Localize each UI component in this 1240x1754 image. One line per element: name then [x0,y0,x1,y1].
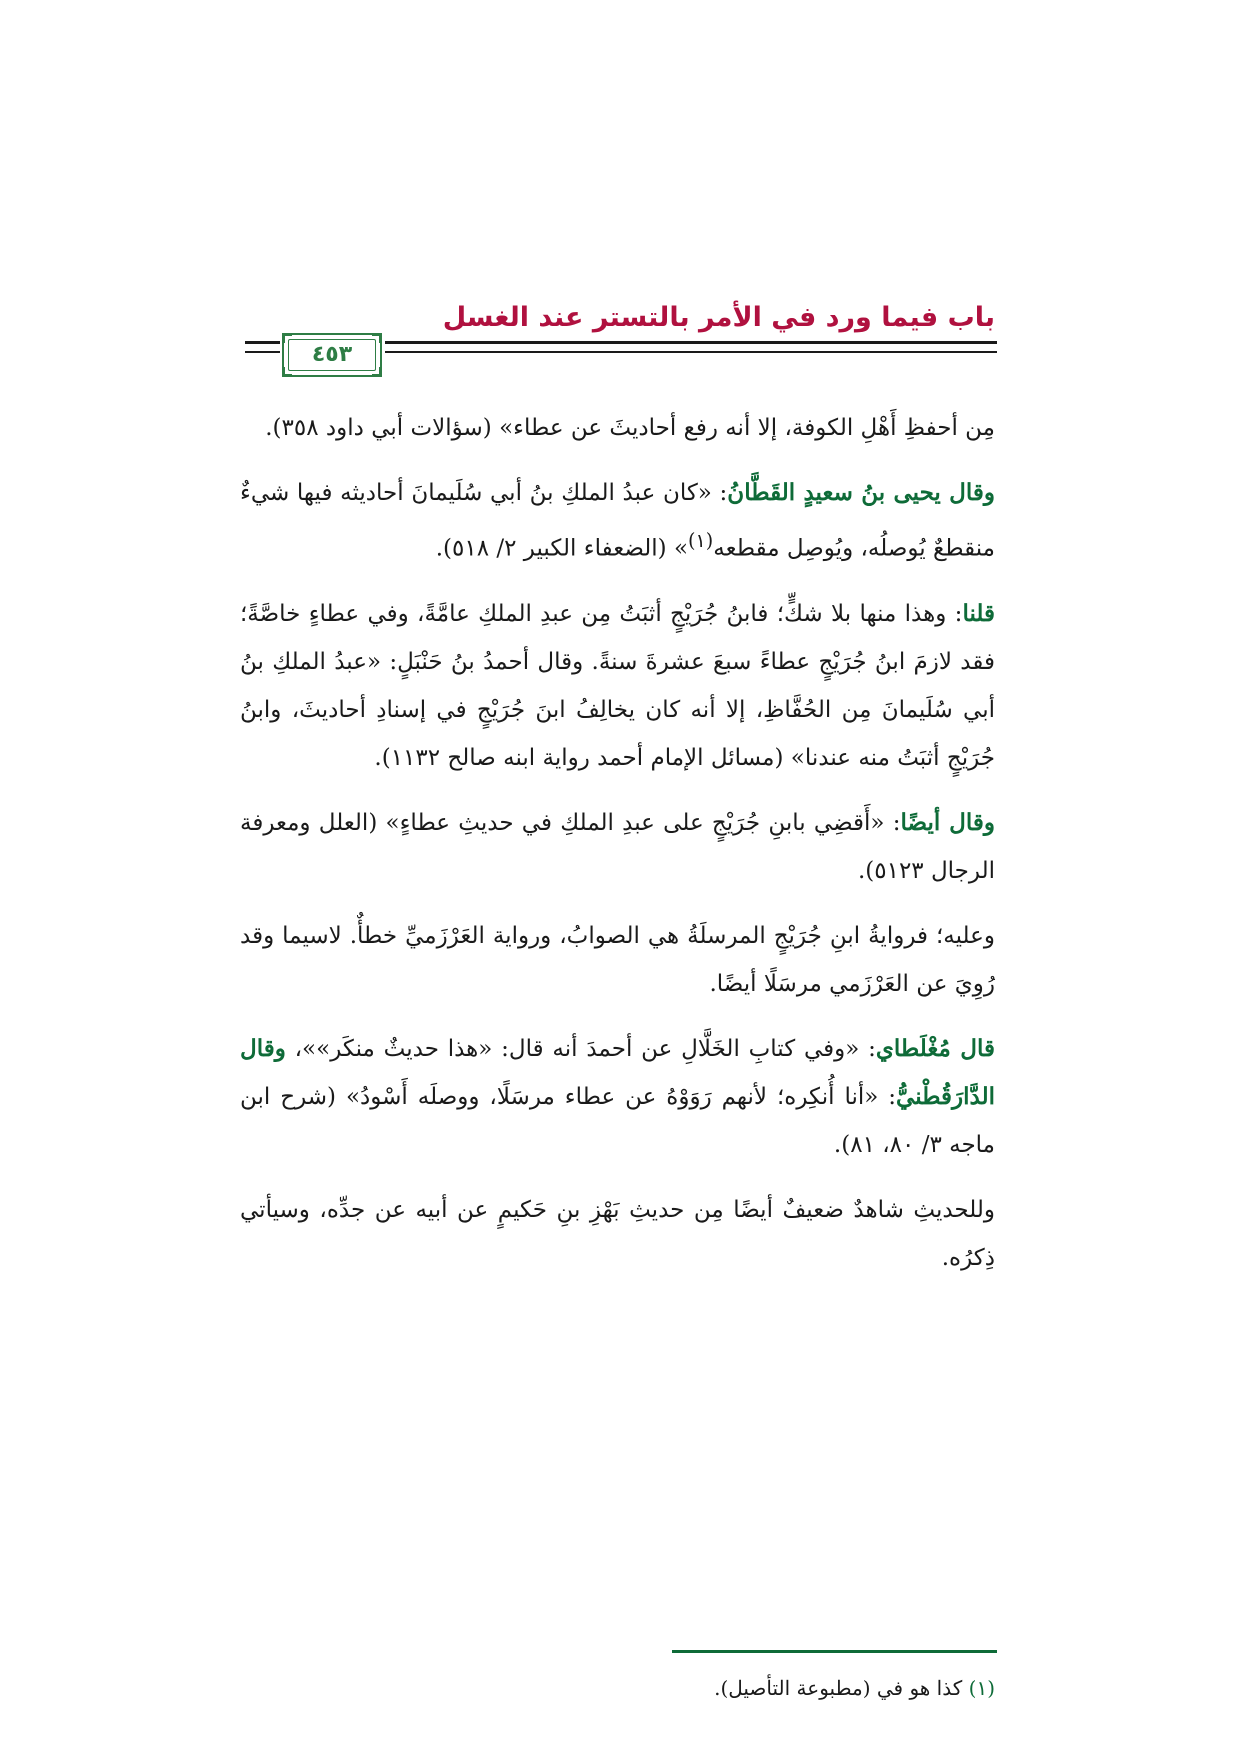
page-number: ٤٥٣ [311,342,353,367]
footnote-text: كذا هو في (مطبوعة التأصيل). [714,1676,969,1700]
header-rule-right-top [385,341,997,344]
paragraph-4 [240,799,995,895]
footnote-reference[interactable]: (١) [688,529,714,552]
paragraph-text: وعليه؛ فروايةُ ابنِ جُرَيْجٍ المرسلَةُ هي الصوابُ، ورواية العَرْزَميِّ خطأٌ. لاسيما وقد رُوِيَ عن العَرْزَمي مرسَلًا أيضًا. [240,922,995,997]
paragraph-text: » (الضعفاء الكبير ٢/ ٥١٨). [435,535,689,562]
page-number-frame [282,333,382,377]
footnote [240,1671,995,1705]
header-rule-left-bottom [245,351,280,353]
speaker-name: قلنا [962,599,995,627]
paragraph-text: : «أَقضِي بابنِ جُرَيْجٍ على عبدِ الملكِ في حديثِ عطاءٍ» (العلل ومعرفة الرجال ٥١٢٣). [240,809,995,884]
paragraph-text: : «أنا أُنكِره؛ لأنهم رَوَوْهُ عن عطاء مرسَلًا، ووصلَه أَسْودُ» (شرح ابن ماجه ٣/ ٨٠، ٨١). [240,1083,995,1158]
paragraph-text: وللحديثِ شاهدٌ ضعيفٌ أيضًا مِن حديثِ بَهْزِ بنِ حَكيمٍ عن أبيه عن جدِّه، وسيأتي ذِكرُه. [240,1196,995,1271]
paragraph-5 [240,912,995,1008]
paragraph-text: مِن أحفظِ أَهْلِ الكوفة، إلا أنه رفع أحاديثَ عن عطاء» (سؤالات أبي داود ٣٥٨). [265,415,995,441]
footnote-number: (١) [968,1676,995,1700]
chapter-title: باب فيما ورد في الأمر بالتستر عند الغسل [442,302,995,333]
paragraph-1 [240,404,995,452]
footnote-separator [672,1650,997,1653]
paragraph-text: : «وفي كتابِ الخَلَّالِ عن أحمدَ أنه قال: «هذا حديثٌ منكَر»»، [285,1035,876,1062]
paragraph-7 [240,1186,995,1282]
main-text [240,404,995,1299]
paragraph-text: : «كان عبدُ الملكِ بنُ أبي سُلَيمانَ أحاديثه فيها شيءٌ منقطعٌ يُوصلُه، ويُوصِل مقطعه [240,480,995,562]
paragraph-2 [240,469,995,573]
paragraph-6 [240,1025,995,1169]
speaker-name: وقال يحيى بنُ سعيدٍ القَطَّانُ [727,479,996,506]
header-rule-left-top [245,341,280,344]
paragraph-text: : وهذا منها بلا شكٍّ؛ فابنُ جُرَيْجٍ أثبَتُ مِن عبدِ الملكِ عامَّةً، وفي عطاءٍ خاصَّةً؛ فقد لازمَ ابنُ جُرَيْجٍ عطاءً سبعَ عشرةَ سنةً. وقال أحمدُ بنُ حَنْبَلٍ: «عبدُ الملكِ بنُ أبي سُلَيمانَ مِن الحُفَّاظِ، إلا أنه كان يخالِفُ ابنَ جُرَيْجٍ في إسنادِ أحاديثَ، وابنُ جُرَيْجٍ أثبَتُ منه عندنا» (مسائل الإمام أحمد رواية ابنه صالح ١١٣٢). [240,600,995,771]
speaker-name: وقال أيضًا [900,808,995,836]
speaker-name: وقال الدَّارَقُطْنيُّ [240,1034,995,1110]
speaker-name: قال مُغْلَطاي [875,1034,995,1062]
paragraph-3 [240,590,995,782]
header-rule-right-bottom [385,351,997,353]
